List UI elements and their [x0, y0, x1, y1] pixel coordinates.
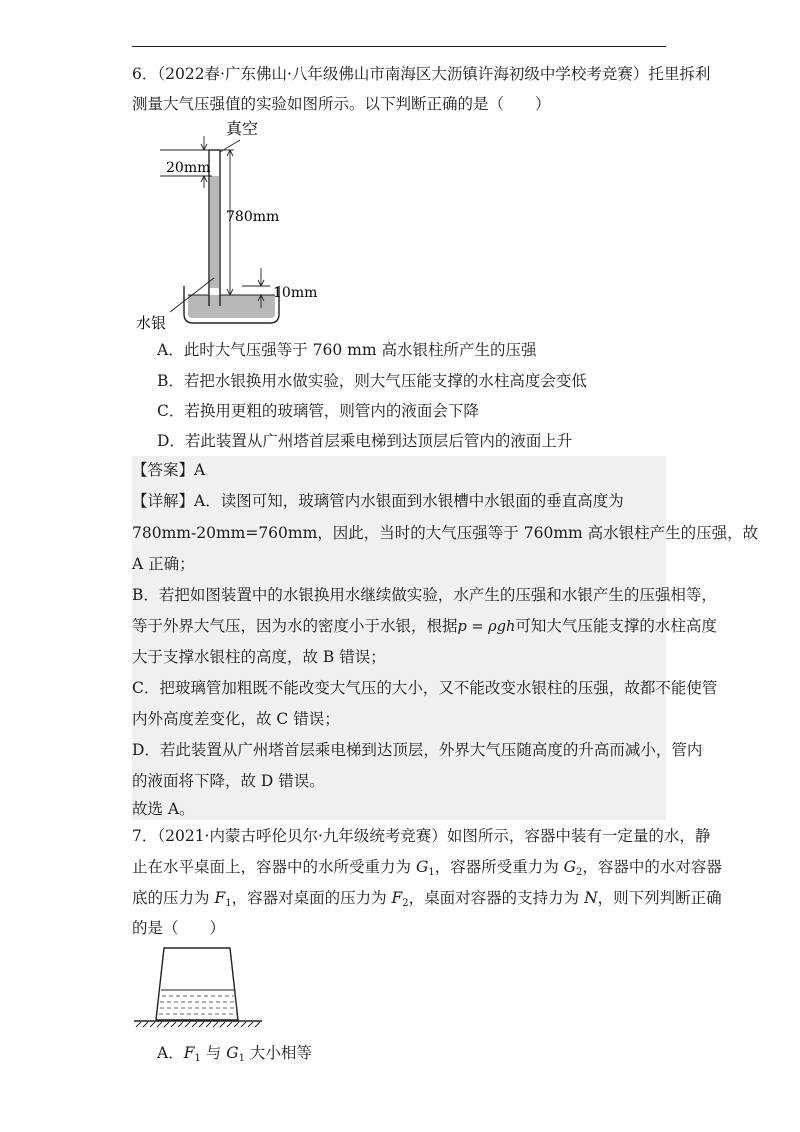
detail-line-4: B．若把如图装置中的水银换用水继续做实验，水产生的压强和水银产生的压强相等，	[132, 586, 717, 604]
detail-line-1: 【详解】A．读图可知，玻璃管内水银面到水银槽中水银面的垂直高度为	[132, 492, 624, 510]
table-hatching	[136, 1022, 260, 1027]
q7-option-a: A．$F_1$ 与 $G_1$ 大小相等	[157, 1044, 312, 1064]
container-outline	[156, 948, 238, 1020]
label-10mm: 10mm	[273, 285, 318, 301]
q7-stem-line-1: 7．（2021·内蒙古呼伦贝尔·九年级统考竞赛）如图所示，容器中装有一定量的水，静	[132, 827, 711, 845]
q6-option-c: C．若换用更粗的玻璃管，则管内的液面会下降	[157, 402, 479, 420]
detail-line-8: 内外高度差变化，故 C 错误；	[132, 710, 340, 728]
detail-line-9: D．若此装置从广州塔首层乘电梯到达顶层，外界大气压随高度的升高而减小，管内	[132, 741, 703, 759]
q6-option-b: B．若把水银换用水做实验，则大气压能支撑的水柱高度会变低	[157, 372, 587, 390]
q6-stem-line-1: 6．（2022春·广东佛山·八年级佛山市南海区大沥镇许海初级中学校考竞赛）托里拆利	[132, 65, 711, 83]
q6-stem-line-2: 测量大气压强值的实验如图所示。以下判断正确的是（ ）	[132, 95, 551, 113]
detail-line-5: 等于外界大气压，因为水的密度小于水银，根据p = ρgh可知大气压能支撑的水柱高度	[132, 617, 717, 635]
label-780mm: 780mm	[226, 209, 280, 225]
detail-line-2: 780mm-20mm=760mm，因此，当时的大气压强等于 760mm 高水银柱产生的压强，故	[132, 524, 759, 542]
torricelli-figure	[130, 118, 330, 330]
answer-line: 【答案】A	[132, 461, 206, 479]
detail-line-7: C．把玻璃管加粗既不能改变大气压的大小，又不能改变水银柱的压强，故都不能使管	[132, 679, 718, 697]
label-mercury: 水银	[136, 314, 167, 330]
q7-stem-line-2: 止在水平桌面上，容器中的水所受重力为 $G_1$，容器所受重力为 $G_2$，容器中的水对容器	[132, 858, 722, 878]
detail-line-10: 的液面将下降，故 D 错误。	[132, 772, 325, 790]
answer-panel	[132, 456, 759, 820]
q6-option-a: A．此时大气压强等于 760 mm 高水银柱所产生的压强	[157, 341, 537, 359]
label-vacuum: 真空	[226, 119, 259, 138]
detail-line-6: 大于支撑水银柱的高度，故 B 错误；	[132, 648, 386, 666]
q7-stem-line-4: 的是（ ）	[132, 919, 226, 937]
container-figure	[134, 946, 264, 1028]
dish-mercury	[188, 295, 275, 318]
label-20mm: 20mm	[166, 160, 211, 176]
detail-line-3: A 正确；	[132, 555, 195, 573]
q6-option-d: D．若此装置从广州塔首层乘电梯到达顶层后管内的液面上升	[157, 432, 573, 450]
top-divider	[132, 46, 666, 47]
q7-stem-line-3: 底的压力为 $F_1$，容器对桌面的压力为 $F_2$，桌面对容器的支持力为 N，则下列判断正确	[132, 889, 722, 909]
pressure-formula: p = ρgh	[457, 619, 516, 635]
tube-mercury-column	[210, 176, 219, 288]
conclusion-line: 故选 A。	[132, 800, 195, 818]
